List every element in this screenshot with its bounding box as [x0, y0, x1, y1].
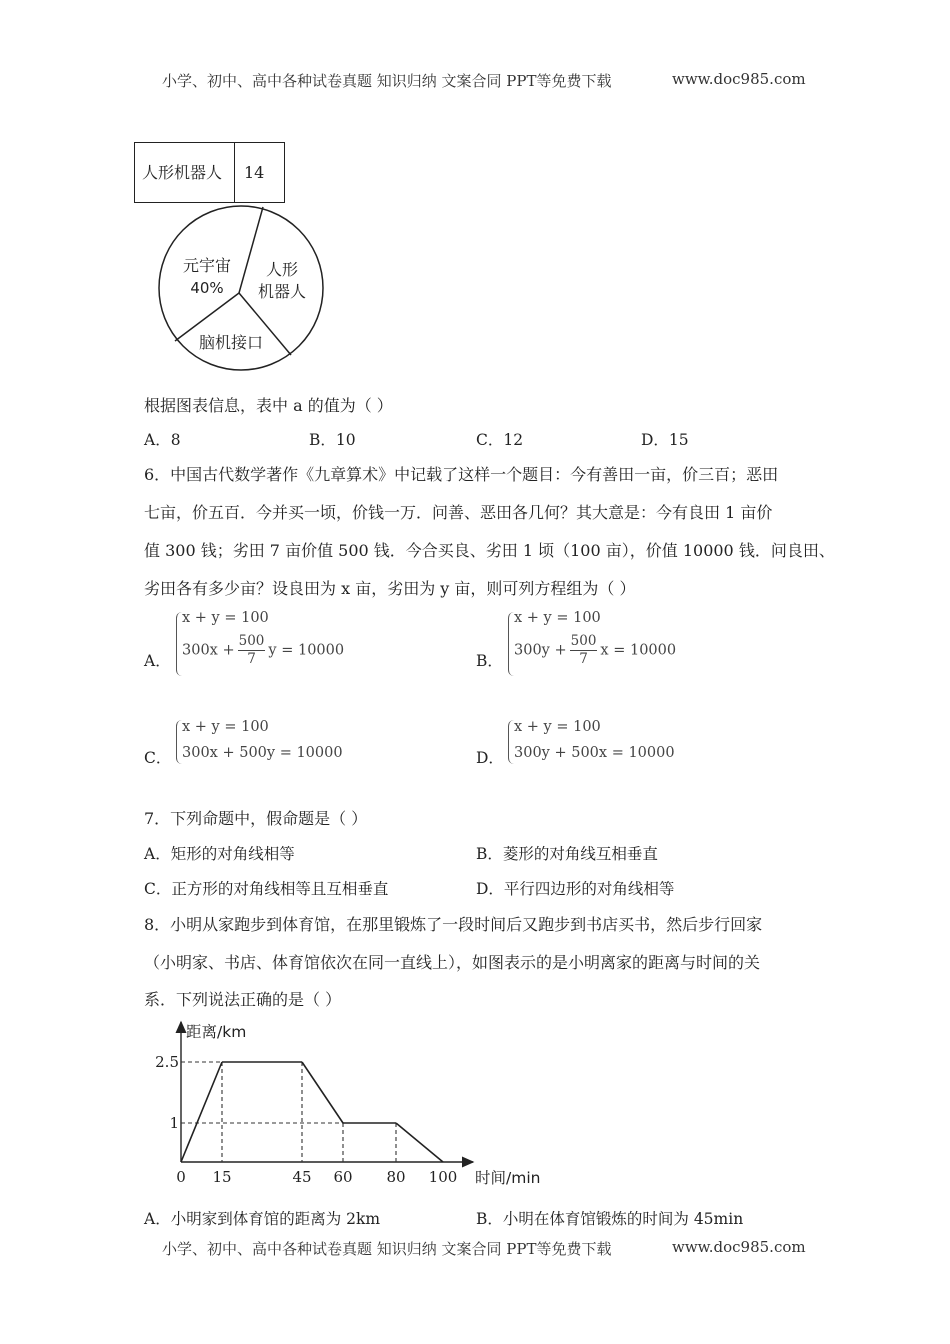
q6-option-a-eq1: x + y = 100 [182, 610, 269, 626]
q7-option-b: B．菱形的对角线互相垂直 [476, 845, 658, 863]
x-tick-label: 80 [386, 1168, 406, 1186]
y-tick-label: 2.5 [155, 1053, 179, 1071]
footer-text: 小学、初中、高中各种试卷真题 知识归纳 文案合同 PPT等免费下载 [162, 1240, 612, 1258]
graph-segment-2 [302, 1062, 343, 1123]
q6-option-a-eq2-pre: 300x + [182, 642, 235, 659]
data-table [134, 142, 285, 203]
q6-line-3: 值 300 钱；劣田 7 亩价值 500 钱．今合买良、劣田 1 顷（100 亩），价值 10000 钱．问良田、 [144, 541, 835, 560]
table-cell-value: 14 [235, 143, 285, 203]
q6-option-c-label: C． [144, 749, 172, 767]
q6-option-b-eq2-post: x = 10000 [600, 642, 677, 659]
q6-option-b-fraction [570, 633, 598, 668]
footer-url: www.doc985.com [672, 1238, 806, 1256]
q6-option-b-eq1: x + y = 100 [514, 610, 601, 626]
q6-option-a-frac-den: 7 [247, 651, 256, 667]
x-tick-label: 100 [428, 1168, 458, 1186]
x-tick-label: 15 [212, 1168, 232, 1186]
y-tick-label: 1 [169, 1114, 179, 1132]
pie-label-metaverse: 元宇宙 [182, 256, 232, 275]
q8-option-a: A．小明家到体育馆的距离为 2km [144, 1210, 381, 1228]
pie-label-robot-line2: 机器人 [257, 282, 307, 301]
q8-line-3: 系．下列说法正确的是（ ） [144, 990, 342, 1009]
graph-segment-0 [181, 1062, 222, 1162]
q6-option-c-eq2: 300x + 500y = 10000 [182, 745, 343, 761]
q6-line-1: 6．中国古代数学著作《九章算术》中记载了这样一个题目：今有善田一亩，价三百；恶田 [144, 465, 779, 484]
y-axis-label: 距离/km [186, 1023, 247, 1041]
q6-option-d-label: D． [476, 749, 504, 767]
table-cell-label: 人形机器人 [135, 143, 235, 203]
pie-divider-metaverse-robot [239, 207, 263, 293]
q6-option-c-eq1: x + y = 100 [182, 719, 269, 735]
q6-option-b-eq2 [514, 633, 676, 668]
q8-line-1: 8．小明从家跑步到体育馆，在那里锻炼了一段时间后又跑步到书店买书，然后步行回家 [144, 915, 763, 934]
q5-option-b: B．10 [309, 431, 356, 449]
q8-option-b: B．小明在体育馆锻炼的时间为 45min [476, 1210, 744, 1228]
x-axis-label: 时间/min [475, 1169, 541, 1187]
q8-line-2: （小明家、书店、体育馆依次在同一直线上），如图表示的是小明离家的距离与时间的关 [144, 953, 761, 972]
q6-option-d-eq1: x + y = 100 [514, 719, 601, 735]
pie-label-bci: 脑机接口 [198, 333, 264, 352]
pie-label-metaverse-pct: 40% [190, 279, 224, 297]
x-tick-label: 60 [333, 1168, 353, 1186]
q6-option-b-eq2-pre: 300y + [514, 642, 567, 659]
q6-option-b-frac-den: 7 [579, 651, 588, 667]
q5-option-a: A．8 [144, 431, 181, 449]
q6-option-a-label: A． [144, 652, 171, 670]
pie-chart [150, 205, 340, 375]
q6-option-a-frac-num: 500 [238, 633, 265, 649]
q6-option-b-label: B． [476, 652, 503, 670]
q7-option-d: D．平行四边形的对角线相等 [476, 880, 675, 898]
table-row [135, 143, 285, 203]
q7-question: 7．下列命题中，假命题是（ ） [144, 809, 368, 828]
q6-line-4: 劣田各有多少亩？设良田为 x 亩，劣田为 y 亩，则可列方程组为（ ） [144, 579, 636, 598]
q6-option-b-frac-num: 500 [570, 633, 597, 649]
x-tick-label: 45 [292, 1168, 312, 1186]
x-tick-label: 0 [176, 1168, 186, 1186]
header-url: www.doc985.com [672, 70, 806, 88]
q6-option-a-fraction [238, 633, 266, 668]
pie-label-robot-line1: 人形 [265, 260, 299, 279]
q7-option-c: C．正方形的对角线相等且互相垂直 [144, 880, 389, 898]
q5-question: 根据图表信息，表中 a 的值为（ ） [144, 396, 393, 415]
q6-option-d-eq2: 300y + 500x = 10000 [514, 745, 675, 761]
header-text: 小学、初中、高中各种试卷真题 知识归纳 文案合同 PPT等免费下载 [162, 72, 612, 90]
graph-segment-4 [396, 1123, 443, 1162]
q6-option-a-eq2 [182, 633, 344, 668]
q5-option-d: D．15 [641, 431, 689, 449]
q6-line-2: 七亩，价五百．今并买一顷，价钱一万．问善、恶田各几何？其大意是：今有良田 1 亩价 [144, 503, 773, 522]
q6-option-a-eq2-post: y = 10000 [268, 642, 345, 659]
distance-time-graph [150, 1012, 570, 1197]
q5-option-c: C．12 [476, 431, 524, 449]
q7-option-a: A．矩形的对角线相等 [144, 845, 295, 863]
